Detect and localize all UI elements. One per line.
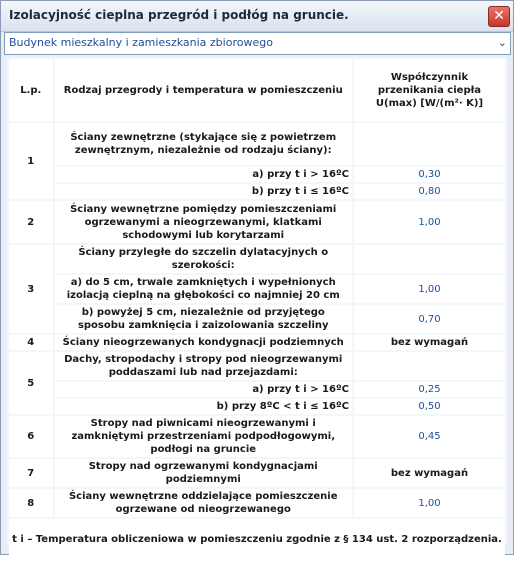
building-type-value: Budynek mieszkalny i zamieszkania zbiorowego xyxy=(9,36,273,49)
row-title: Ściany nieogrzewanych kondygnacji podziemnych xyxy=(55,335,352,350)
close-button[interactable]: ✕ xyxy=(488,6,510,27)
row-value: 0,30 xyxy=(354,167,505,182)
row-sub-label: a) przy t i > 16ºC xyxy=(55,382,352,397)
table-row xyxy=(9,305,505,333)
requirements-table xyxy=(7,57,507,561)
row-value: 0,25 xyxy=(354,382,505,397)
table-row xyxy=(9,459,505,487)
table-footnote-row xyxy=(9,519,505,559)
row-value: bez wymagań xyxy=(354,459,505,487)
row-sub-label: b) przy t i ≤ 16ºC xyxy=(55,184,352,199)
header-type: Rodzaj przegrody i temperatura w pomieszczeniu xyxy=(55,59,352,121)
table-row xyxy=(9,416,505,457)
row-title: Ściany przyległe do szczelin dylatacyjnych o szerokości: xyxy=(55,245,352,273)
row-value: 1,00 xyxy=(354,275,505,303)
row-title: Dachy, stropodachy i stropy pod nieogrzewanymi poddaszami lub nad przejazdami: xyxy=(55,352,352,380)
row-sub-label: a) do 5 cm, trwale zamkniętych i wypełnionych izolacją cieplną na głębokości co najmniej 20 cm xyxy=(55,275,352,303)
table-row xyxy=(9,489,505,517)
table-row xyxy=(9,184,505,199)
table-row xyxy=(9,167,505,182)
table-row xyxy=(9,275,505,303)
row-title: Stropy nad ogrzewanymi kondygnacjami podziemnymi xyxy=(55,459,352,487)
row-sub-label: b) powyżej 5 cm, niezależnie od przyjętego sposobu zamknięcia i zaizolowania szczeliny xyxy=(55,305,352,333)
row-value: bez wymagań xyxy=(354,335,505,350)
header-lp: L.p. xyxy=(9,59,53,121)
table-row xyxy=(9,335,505,350)
row-value: 1,00 xyxy=(354,489,505,517)
row-title: Ściany wewnętrzne oddzielające pomieszczenie ogrzewane od nieogrzewanego xyxy=(55,489,352,517)
table-row xyxy=(9,201,505,243)
row-value: 1,00 xyxy=(354,201,505,243)
footnote: t i – Temperatura obliczeniowa w pomieszczeniu zgodnie z § 134 ust. 2 rozporządzenia. xyxy=(9,519,505,559)
row-number: 4 xyxy=(9,335,53,350)
row-value: 0,45 xyxy=(354,416,505,457)
row-value: 0,80 xyxy=(354,184,505,199)
row-number: 2 xyxy=(9,201,53,243)
row-number: 6 xyxy=(9,416,53,457)
chevron-down-icon[interactable]: ⌄ xyxy=(497,36,507,49)
row-number: 3 xyxy=(9,245,53,333)
empty-cell xyxy=(354,352,505,380)
row-title: Stropy nad piwnicami nieogrzewanymi i zamkniętymi przestrzeniami podpodłogowymi, podłogi na gruncie xyxy=(55,416,352,457)
row-title: Ściany wewnętrzne pomiędzy pomieszczeniami ogrzewanymi a nieogrzewanymi, klatkami schodowymi lub korytarzami xyxy=(55,201,352,243)
empty-cell xyxy=(354,123,505,165)
title-bar xyxy=(1,1,513,32)
table-row xyxy=(9,399,505,414)
row-number: 8 xyxy=(9,489,53,517)
row-value: 0,50 xyxy=(354,399,505,414)
table-row xyxy=(9,245,505,273)
header-coefficient: Współczynnik przenikania ciepła U(max) [W/(m²· K)] xyxy=(354,59,505,121)
row-number: 1 xyxy=(9,123,53,199)
table-header-row xyxy=(9,59,505,121)
table-row xyxy=(9,382,505,397)
row-number: 5 xyxy=(9,352,53,414)
table-row xyxy=(9,123,505,165)
building-type-dropdown[interactable] xyxy=(4,32,511,55)
row-title: Ściany zewnętrzne (stykające się z powietrzem zewnętrznym, niezależnie od rodzaju ściany): xyxy=(55,123,352,165)
row-sub-label: b) przy 8ºC < t i ≤ 16ºC xyxy=(55,399,352,414)
window-title: Izolacyjność cieplna przegród i podłóg na gruncie. xyxy=(9,8,349,22)
row-number: 7 xyxy=(9,459,53,487)
empty-cell xyxy=(354,245,505,273)
requirements-table-container xyxy=(7,57,507,545)
table-row xyxy=(9,352,505,380)
row-value: 0,70 xyxy=(354,305,505,333)
row-sub-label: a) przy t i > 16ºC xyxy=(55,167,352,182)
